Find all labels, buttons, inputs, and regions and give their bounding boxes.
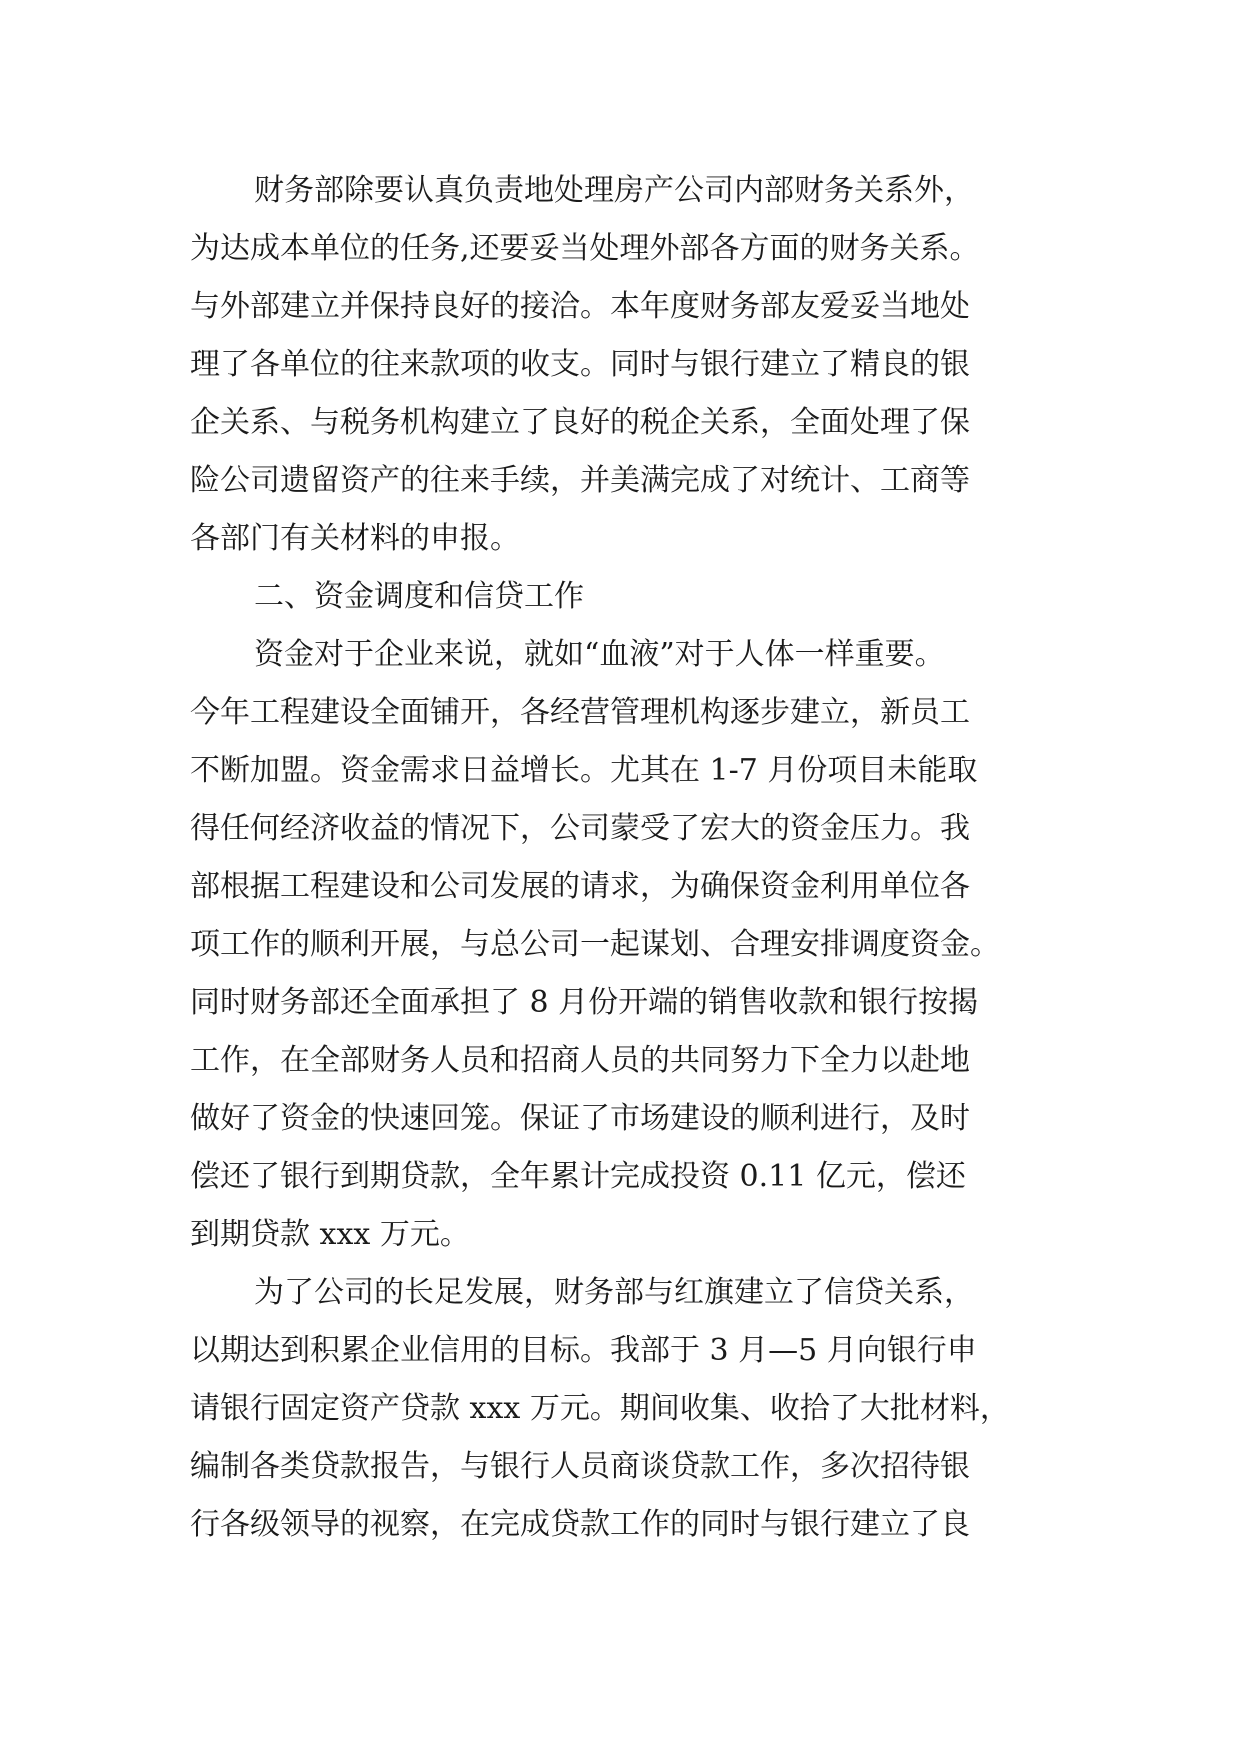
text-line: 险公司遗留资产的往来手续，并美满完成了对统计、工商等 — [190, 463, 970, 498]
text-line: 请银行固定资产贷款 xxx 万元。期间收集、收拾了大批材料， — [190, 1391, 1010, 1426]
text-line: 与外部建立并保持良好的接洽。本年度财务部友爱妥当地处 — [190, 289, 970, 324]
text-line: 理了各单位的往来款项的收支。同时与银行建立了精良的银 — [190, 347, 970, 382]
text-line: 不断加盟。资金需求日益增长。尤其在 1-7 月份项目未能取 — [190, 753, 978, 788]
section-heading: 二、资金调度和信贷工作 — [254, 579, 584, 614]
text-line: 资金对于企业来说，就如“血液”对于人体一样重要。 — [254, 637, 945, 672]
text-line: 部根据工程建设和公司发展的请求，为确保资金利用单位各 — [190, 869, 970, 904]
text-line: 为了公司的长足发展，财务部与红旗建立了信贷关系， — [254, 1275, 974, 1310]
text-line: 以期达到积累企业信用的目标。我部于 3 月—5 月向银行申 — [190, 1333, 977, 1368]
text-line: 行各级领导的视察，在完成贷款工作的同时与银行建立了良 — [190, 1507, 970, 1542]
text-line: 编制各类贷款报告，与银行人员商谈贷款工作，多次招待银 — [190, 1449, 970, 1484]
text-line: 企关系、与税务机构建立了良好的税企关系，全面处理了保 — [190, 405, 970, 440]
text-line: 到期贷款 xxx 万元。 — [190, 1217, 470, 1252]
text-line: 项工作的顺利开展，与总公司一起谋划、合理安排调度资金。 — [190, 927, 1000, 962]
text-line: 为达成本单位的任务,还要妥当处理外部各方面的财务关系。 — [190, 231, 980, 266]
document-body — [190, 162, 1090, 1554]
text-line: 今年工程建设全面铺开，各经营管理机构逐步建立，新员工 — [190, 695, 970, 730]
text-line: 得任何经济收益的情况下，公司蒙受了宏大的资金压力。我 — [190, 811, 970, 846]
text-line: 财务部除要认真负责地处理房产公司内部财务关系外， — [254, 173, 974, 208]
text-line: 各部门有关材料的申报。 — [190, 521, 520, 556]
text-line: 做好了资金的快速回笼。保证了市场建设的顺利进行，及时 — [190, 1101, 970, 1136]
text-line: 同时财务部还全面承担了 8 月份开端的销售收款和银行按揭 — [190, 985, 979, 1020]
text-line: 工作，在全部财务人员和招商人员的共同努力下全力以赴地 — [190, 1043, 970, 1078]
text-line: 偿还了银行到期贷款，全年累计完成投资 0.11 亿元，偿还 — [190, 1159, 966, 1194]
